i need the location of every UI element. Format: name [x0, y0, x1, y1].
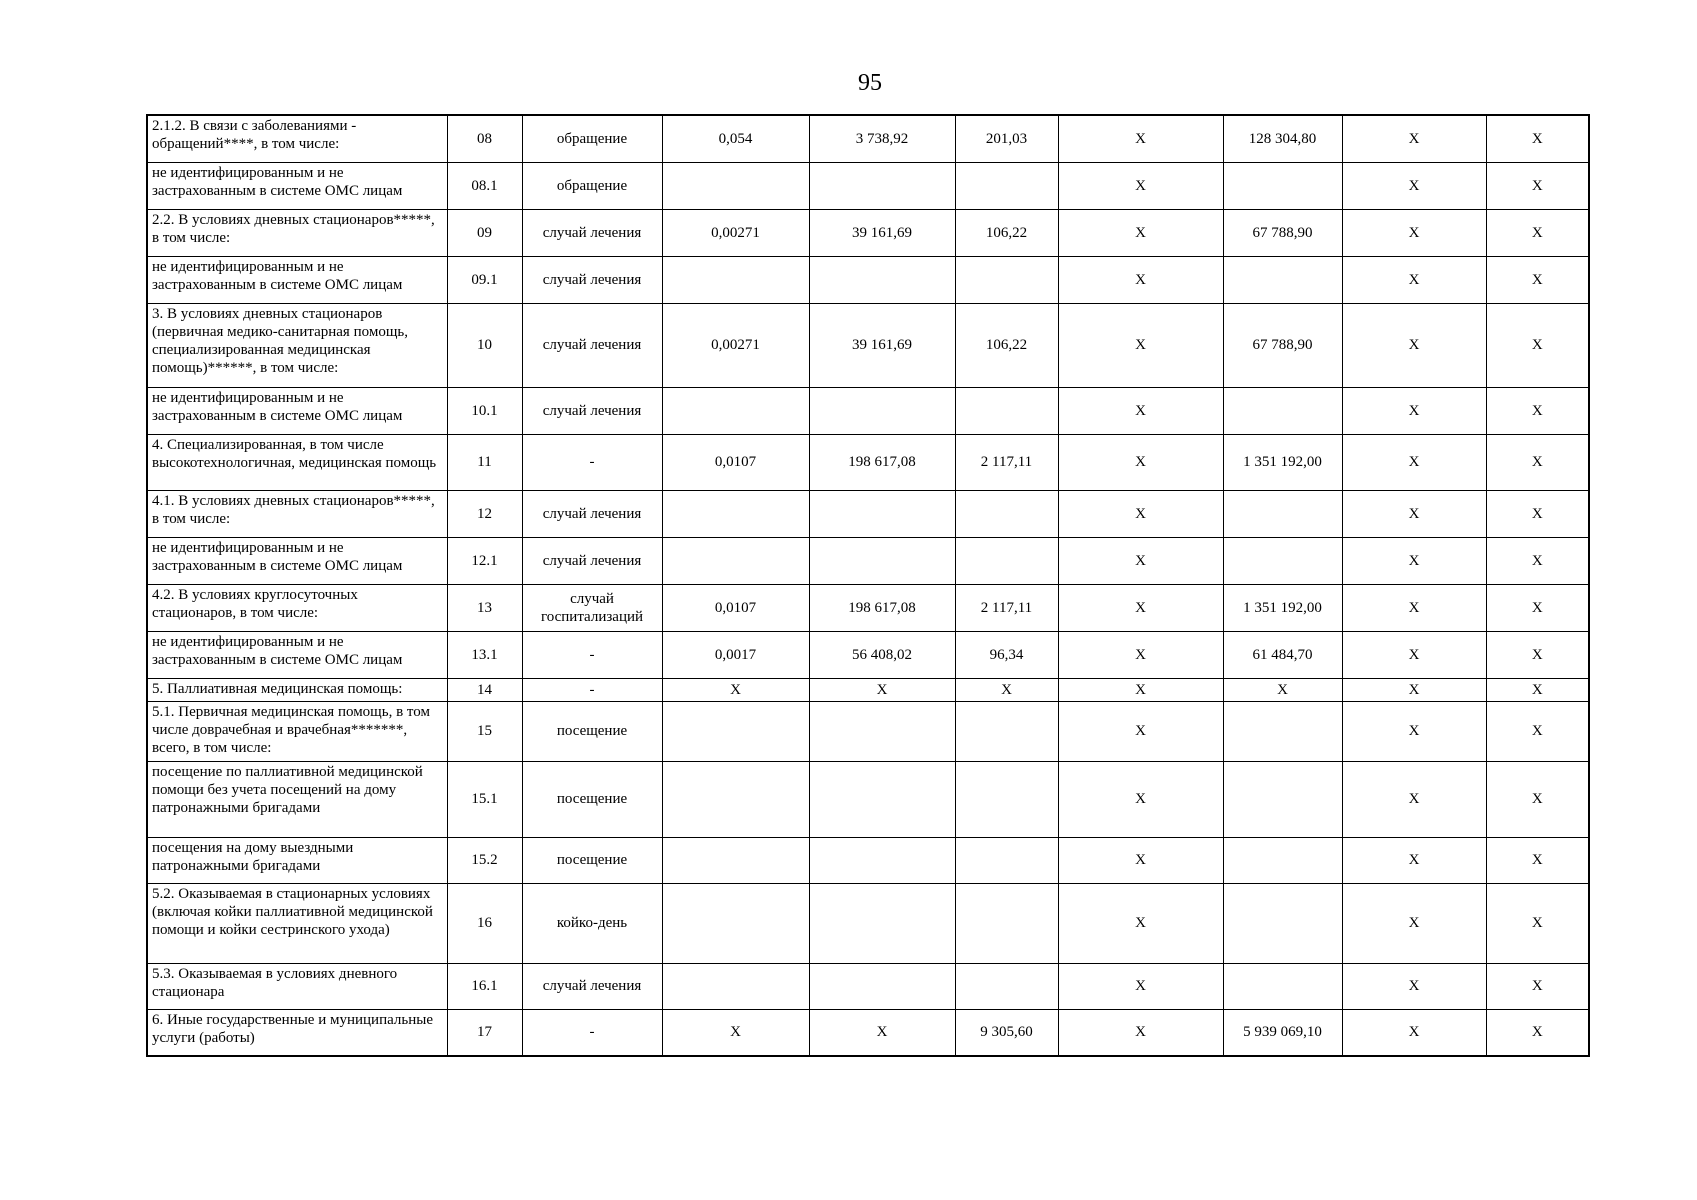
volume-cell: X [662, 678, 809, 701]
table-row [147, 883, 1589, 963]
cost-cell [809, 537, 955, 584]
table-row [147, 584, 1589, 631]
total-cell [1223, 701, 1342, 761]
unit-cell: - [522, 1009, 662, 1056]
row-code-cell: 15 [447, 701, 522, 761]
per-capita-cell: 106,22 [955, 303, 1058, 387]
row-code-cell: 11 [447, 434, 522, 490]
per-capita-cell: 9 305,60 [955, 1009, 1058, 1056]
col9-cell: X [1342, 701, 1486, 761]
table-row [147, 256, 1589, 303]
per-capita-cell [955, 761, 1058, 837]
volume-cell: 0,0107 [662, 584, 809, 631]
total-cell: 1 351 192,00 [1223, 584, 1342, 631]
col10-cell: X [1486, 584, 1589, 631]
unit-cell: случай лечения [522, 537, 662, 584]
col9-cell: X [1342, 434, 1486, 490]
table-row [147, 837, 1589, 883]
per-capita-cell [955, 256, 1058, 303]
col7-cell: X [1058, 761, 1223, 837]
cost-cell [809, 256, 955, 303]
per-capita-cell: 2 117,11 [955, 584, 1058, 631]
cost-cell [809, 701, 955, 761]
row-name-cell: 5.3. Оказываемая в условиях дневного стационара [147, 963, 447, 1009]
row-name-cell: 2.1.2. В связи с заболеваниями - обращений****, в том числе: [147, 115, 447, 162]
col7-cell: X [1058, 115, 1223, 162]
volume-cell [662, 761, 809, 837]
row-code-cell: 13.1 [447, 631, 522, 678]
cost-cell: 198 617,08 [809, 434, 955, 490]
per-capita-cell: 106,22 [955, 209, 1058, 256]
col7-cell: X [1058, 1009, 1223, 1056]
total-cell: X [1223, 678, 1342, 701]
col7-cell: X [1058, 387, 1223, 434]
per-capita-cell: X [955, 678, 1058, 701]
unit-cell: обращение [522, 115, 662, 162]
row-name-cell: не идентифицированным и не застрахованным в системе ОМС лицам [147, 631, 447, 678]
volume-cell [662, 963, 809, 1009]
col10-cell: X [1486, 303, 1589, 387]
total-cell [1223, 537, 1342, 584]
page-number: 95 [858, 70, 882, 96]
cost-cell [809, 837, 955, 883]
row-name-cell: 5. Паллиативная медицинская помощь: [147, 678, 447, 701]
total-cell: 128 304,80 [1223, 115, 1342, 162]
col10-cell: X [1486, 883, 1589, 963]
total-cell: 61 484,70 [1223, 631, 1342, 678]
col10-cell: X [1486, 678, 1589, 701]
per-capita-cell [955, 162, 1058, 209]
cost-cell [809, 162, 955, 209]
per-capita-cell [955, 883, 1058, 963]
col9-cell: X [1342, 162, 1486, 209]
row-name-cell: 2.2. В условиях дневных стационаров*****, в том числе: [147, 209, 447, 256]
table-row [147, 537, 1589, 584]
total-cell [1223, 162, 1342, 209]
col10-cell: X [1486, 1009, 1589, 1056]
col9-cell: X [1342, 761, 1486, 837]
volume-cell [662, 837, 809, 883]
col9-cell: X [1342, 584, 1486, 631]
total-cell [1223, 761, 1342, 837]
volume-cell [662, 387, 809, 434]
table-row [147, 162, 1589, 209]
col10-cell: X [1486, 387, 1589, 434]
col7-cell: X [1058, 631, 1223, 678]
col7-cell: X [1058, 963, 1223, 1009]
table-row [147, 209, 1589, 256]
row-code-cell: 17 [447, 1009, 522, 1056]
per-capita-cell: 96,34 [955, 631, 1058, 678]
per-capita-cell: 201,03 [955, 115, 1058, 162]
col10-cell: X [1486, 963, 1589, 1009]
volume-cell: 0,0017 [662, 631, 809, 678]
table-row [147, 303, 1589, 387]
table-row [147, 963, 1589, 1009]
total-cell [1223, 837, 1342, 883]
col7-cell: X [1058, 883, 1223, 963]
table-row [147, 678, 1589, 701]
cost-cell [809, 761, 955, 837]
row-code-cell: 13 [447, 584, 522, 631]
table-row [147, 631, 1589, 678]
volume-cell [662, 490, 809, 537]
table-row [147, 761, 1589, 837]
total-cell: 1 351 192,00 [1223, 434, 1342, 490]
col7-cell: X [1058, 303, 1223, 387]
table-row [147, 434, 1589, 490]
volume-cell [662, 162, 809, 209]
total-cell: 5 939 069,10 [1223, 1009, 1342, 1056]
col10-cell: X [1486, 631, 1589, 678]
row-code-cell: 09.1 [447, 256, 522, 303]
col10-cell: X [1486, 256, 1589, 303]
col9-cell: X [1342, 115, 1486, 162]
volume-cell: 0,00271 [662, 303, 809, 387]
col10-cell: X [1486, 209, 1589, 256]
col9-cell: X [1342, 256, 1486, 303]
col9-cell: X [1342, 490, 1486, 537]
volume-cell: X [662, 1009, 809, 1056]
row-code-cell: 08 [447, 115, 522, 162]
cost-cell: 3 738,92 [809, 115, 955, 162]
unit-cell: случай лечения [522, 963, 662, 1009]
unit-cell: посещение [522, 701, 662, 761]
row-name-cell: 5.1. Первичная медицинская помощь, в том числе доврачебная и врачебная*******, всего, в том числе: [147, 701, 447, 761]
per-capita-cell [955, 490, 1058, 537]
data-table [146, 114, 1590, 1057]
unit-cell: - [522, 631, 662, 678]
row-name-cell: посещения на дому выездными патронажными бригадами [147, 837, 447, 883]
row-code-cell: 16 [447, 883, 522, 963]
row-code-cell: 09 [447, 209, 522, 256]
row-name-cell: посещение по паллиативной медицинской помощи без учета посещений на дому патронажными бригадами [147, 761, 447, 837]
col9-cell: X [1342, 883, 1486, 963]
total-cell [1223, 490, 1342, 537]
row-name-cell: не идентифицированным и не застрахованным в системе ОМС лицам [147, 537, 447, 584]
col9-cell: X [1342, 303, 1486, 387]
per-capita-cell [955, 837, 1058, 883]
unit-cell: койко-день [522, 883, 662, 963]
row-code-cell: 16.1 [447, 963, 522, 1009]
col7-cell: X [1058, 678, 1223, 701]
col10-cell: X [1486, 701, 1589, 761]
col7-cell: X [1058, 434, 1223, 490]
col9-cell: X [1342, 963, 1486, 1009]
volume-cell: 0,00271 [662, 209, 809, 256]
row-name-cell: 4.1. В условиях дневных стационаров*****, в том числе: [147, 490, 447, 537]
volume-cell [662, 883, 809, 963]
row-name-cell: 4.2. В условиях круглосуточных стационаров, в том числе: [147, 584, 447, 631]
volume-cell [662, 256, 809, 303]
col7-cell: X [1058, 490, 1223, 537]
col7-cell: X [1058, 209, 1223, 256]
col10-cell: X [1486, 115, 1589, 162]
unit-cell: случай лечения [522, 303, 662, 387]
row-name-cell: не идентифицированным и не застрахованным в системе ОМС лицам [147, 162, 447, 209]
volume-cell: 0,054 [662, 115, 809, 162]
row-name-cell: не идентифицированным и не застрахованным в системе ОМС лицам [147, 387, 447, 434]
row-name-cell: 5.2. Оказываемая в стационарных условиях (включая койки паллиативной медицинской помощи и койки сестринского ухода) [147, 883, 447, 963]
col10-cell: X [1486, 837, 1589, 883]
total-cell [1223, 256, 1342, 303]
row-name-cell: не идентифицированным и не застрахованным в системе ОМС лицам [147, 256, 447, 303]
col7-cell: X [1058, 584, 1223, 631]
total-cell [1223, 883, 1342, 963]
col9-cell: X [1342, 387, 1486, 434]
unit-cell: посещение [522, 761, 662, 837]
per-capita-cell: 2 117,11 [955, 434, 1058, 490]
row-name-cell: 3. В условиях дневных стационаров (первичная медико-санитарная помощь, специализированная медицинская помощь)******, в том числе: [147, 303, 447, 387]
total-cell: 67 788,90 [1223, 303, 1342, 387]
unit-cell: случай лечения [522, 256, 662, 303]
volume-cell [662, 701, 809, 761]
row-code-cell: 12 [447, 490, 522, 537]
col9-cell: X [1342, 537, 1486, 584]
row-name-cell: 6. Иные государственные и муниципальные услуги (работы) [147, 1009, 447, 1056]
row-name-cell: 4. Специализированная, в том числе высокотехнологичная, медицинская помощь [147, 434, 447, 490]
per-capita-cell [955, 387, 1058, 434]
col7-cell: X [1058, 256, 1223, 303]
unit-cell: случай госпитализаций [522, 584, 662, 631]
cost-cell: 198 617,08 [809, 584, 955, 631]
table-row [147, 1009, 1589, 1056]
row-code-cell: 15.2 [447, 837, 522, 883]
volume-cell: 0,0107 [662, 434, 809, 490]
cost-cell: X [809, 1009, 955, 1056]
col7-cell: X [1058, 701, 1223, 761]
per-capita-cell [955, 963, 1058, 1009]
unit-cell: случай лечения [522, 490, 662, 537]
row-code-cell: 10 [447, 303, 522, 387]
table-body [147, 115, 1589, 1056]
volume-cell [662, 537, 809, 584]
col10-cell: X [1486, 162, 1589, 209]
table-row [147, 387, 1589, 434]
col9-cell: X [1342, 631, 1486, 678]
col9-cell: X [1342, 837, 1486, 883]
row-code-cell: 10.1 [447, 387, 522, 434]
col7-cell: X [1058, 837, 1223, 883]
row-code-cell: 14 [447, 678, 522, 701]
cost-cell [809, 883, 955, 963]
cost-cell: 39 161,69 [809, 303, 955, 387]
col9-cell: X [1342, 209, 1486, 256]
col9-cell: X [1342, 678, 1486, 701]
per-capita-cell [955, 537, 1058, 584]
table-row [147, 115, 1589, 162]
row-code-cell: 12.1 [447, 537, 522, 584]
total-cell [1223, 387, 1342, 434]
row-code-cell: 15.1 [447, 761, 522, 837]
unit-cell: - [522, 678, 662, 701]
row-code-cell: 08.1 [447, 162, 522, 209]
unit-cell: посещение [522, 837, 662, 883]
col10-cell: X [1486, 537, 1589, 584]
col7-cell: X [1058, 162, 1223, 209]
unit-cell: случай лечения [522, 387, 662, 434]
col7-cell: X [1058, 537, 1223, 584]
cost-cell [809, 963, 955, 1009]
table-row [147, 490, 1589, 537]
col10-cell: X [1486, 434, 1589, 490]
unit-cell: - [522, 434, 662, 490]
table-row [147, 701, 1589, 761]
total-cell [1223, 963, 1342, 1009]
cost-cell: X [809, 678, 955, 701]
cost-cell [809, 490, 955, 537]
unit-cell: случай лечения [522, 209, 662, 256]
cost-cell: 39 161,69 [809, 209, 955, 256]
total-cell: 67 788,90 [1223, 209, 1342, 256]
cost-cell: 56 408,02 [809, 631, 955, 678]
col10-cell: X [1486, 490, 1589, 537]
per-capita-cell [955, 701, 1058, 761]
col10-cell: X [1486, 761, 1589, 837]
unit-cell: обращение [522, 162, 662, 209]
cost-cell [809, 387, 955, 434]
col9-cell: X [1342, 1009, 1486, 1056]
